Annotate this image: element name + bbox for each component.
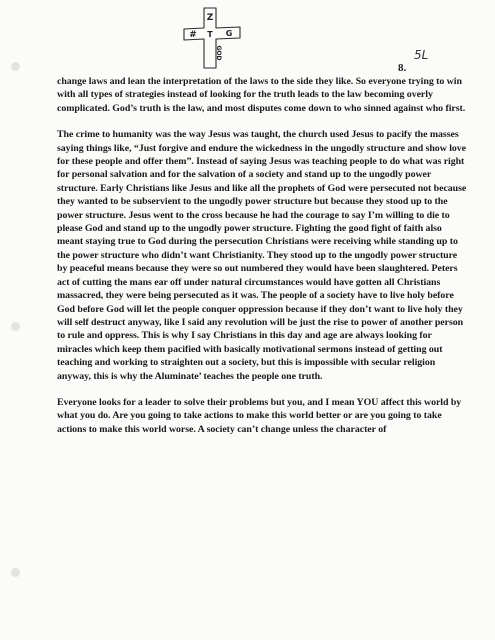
punch-hole-middle (11, 322, 20, 331)
paragraph-1: change laws and lean the interpretation of the laws to the side they like. So everyone trying to win with all types of strategies instead of looking for the truth leads to the law becoming overly complicated. God’s truth is the law, and most disputes come down to who sinned against who first. (57, 76, 466, 114)
cross-center-mark: T (207, 30, 213, 39)
paragraph-3: Everyone looks for a leader to solve their problems but you, and I mean YOU affect this world by what you do. Are you going to take actions to make this world better or are you going to take actions to make this world worse. A society can’t change unless the character of (57, 396, 462, 435)
cross-drawing (182, 6, 246, 70)
cross-top-mark: Z (206, 13, 214, 23)
hand-drawn-cross-icon (182, 6, 246, 70)
paragraph-2: The crime to humanity was the way Jesus was taught, the church used Jesus to pacify the masses saying things like, “Just forgive and endure the wickedness in the ungodly structure and show love for these people and offer them”. Instead of saying Jesus was teaching people to do what was right for personal salvation and for the salvation of a society and stand up to the ungodly power structure. Early Christians like Jesus and like all the prophets of God were persecuted not because they wanted to be subservient to the ungodly power structure but because they stood up to the power structure. Jesus went to the cross because he had the courage to say I’m willing to die to please God and stand up to the ungodly power structure. Fighting the good fight of faith also meant staying true to God during the persecution Christians were receiving while standing up to the power structure who didn’t want Christianity. They stood up to the ungodly power structure by peaceful means because they were so out numbered they would have been slaughtered. Peters act of cutting the mans ear off under natural circumstances would have gotten all Christians massacred, they were being persecuted as it was. The people of a society have to live holy before God before God will let the people conquer oppression because if they don’t want to live holy they will self destruct anyway, like I said any revolution will be just the rise to power of another person to rule and oppress. This is why I say Christians in this day and age are always looking for miracles which keep them pacified with basically motivational sermons instead of getting out teaching and working to straighten out a society, but this is impossible with secular religion anyway, this is why the Aluminate’ teaches the people one truth. (57, 129, 467, 382)
handwritten-page-number: 5L (414, 48, 429, 62)
punch-hole-top (11, 62, 20, 71)
cross-right-mark: G (225, 29, 233, 38)
body-text (57, 75, 467, 449)
punch-hole-bottom (11, 568, 20, 577)
cross-left-mark: # (189, 30, 197, 40)
cross-bottom-mark: GOD (215, 45, 222, 61)
page-number: 8. (398, 62, 407, 74)
